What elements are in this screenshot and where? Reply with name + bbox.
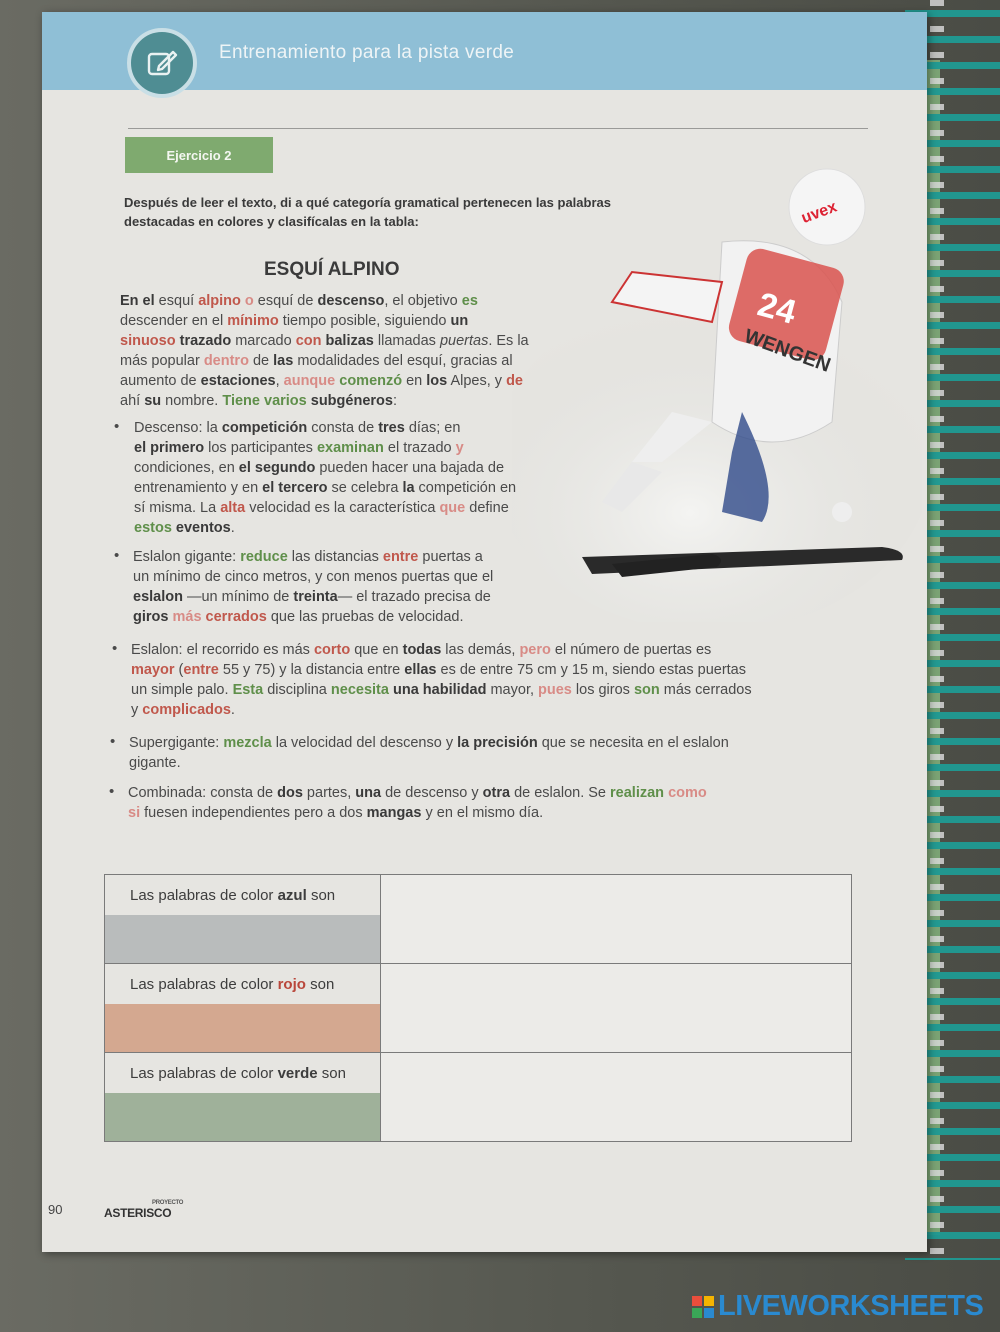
binding-holes <box>930 0 944 1260</box>
helmet-brand: uvex <box>799 198 840 227</box>
bullet-3: • <box>112 640 118 657</box>
divider <box>128 128 868 129</box>
instructions-line-1: Después de leer el texto, di a qué categoría gramatical pertenecen las palabras <box>124 195 611 210</box>
row-label: Las palabras de color rojo son <box>130 976 335 993</box>
bullet-4: • <box>110 733 116 750</box>
paragraph-eslalon: Eslalon: el recorrido es más corto que en todas las demás, pero el número de puertas es mayor (entre 55 y 75) y la distancia entre ellas es de entre 75 cm y 15 m, siendo estas puertas un simple palo. Esta disciplina necesita una habilidad mayor, pues los giros son más cerrados y complicados. <box>131 642 752 718</box>
bullet-5: • <box>109 783 115 800</box>
table-row <box>105 1053 852 1142</box>
row-label: Las palabras de color azul son <box>130 887 336 904</box>
section-banner <box>42 12 927 90</box>
article-title: ESQUÍ ALPINO <box>264 259 400 280</box>
bullet-2: • <box>114 547 120 564</box>
banner-icon-badge <box>127 28 197 98</box>
bib-text: WENGEN <box>741 325 834 377</box>
row-label-cell <box>105 875 381 964</box>
table-row <box>105 964 852 1053</box>
bib-number: 24 <box>753 285 801 332</box>
article-intro: En el esquí alpino o esquí de descenso, el objetivo es descender en el mínimo tiempo posible, siguiendo un sinuoso trazado marcado con balizas llamadas puertas. Es la más popular dentro de las modalidades del esquí, gracias al aumento de estaciones, aunque comenzó en los Alpes, y de ahí su nombre. Tiene varios subgéneros: <box>120 293 529 409</box>
table-row <box>105 875 852 964</box>
row-label: Las palabras de color verde son <box>130 1065 346 1082</box>
answer-field-blue[interactable] <box>381 875 852 964</box>
color-swatch-green <box>105 1093 380 1141</box>
liveworksheets-logo-icon <box>692 1296 714 1318</box>
page-number: 90 <box>48 1202 63 1217</box>
paragraph-descenso: Descenso: la competición consta de tres días; en el primero los participantes examinan el trazado y condiciones, en el segundo pueden hacer una bajada de entrenamiento y en el tercero se celebra la competición en sí misma. La alta velocidad es la característica que define estos eventos. <box>134 420 517 536</box>
publisher-logo: PROYECTO ASTERISCO <box>104 1200 184 1220</box>
color-swatch-red <box>105 1004 380 1052</box>
row-label-cell <box>105 964 381 1053</box>
paragraph-supergigante: Supergigante: mezcla la velocidad del descenso y la precisión que se necesita en el eslalon gigante. <box>129 735 729 771</box>
bullet-1: • <box>114 418 120 435</box>
color-swatch-blue <box>105 915 380 963</box>
banner-title: Entrenamiento para la pista verde <box>219 42 515 63</box>
watermark: LIVEWORKSHEETS <box>718 1290 984 1322</box>
answer-field-red[interactable] <box>381 964 852 1053</box>
exercise-tab: Ejercicio 2 <box>125 137 273 173</box>
skier-photo <box>512 162 922 622</box>
worksheet-page <box>42 12 927 1252</box>
paragraph-eslalon-gigante: Eslalon gigante: reduce las distancias entre puertas a un mínimo de cinco metros, y con menos puertas que el eslalon —un mínimo de treinta— el trazado precisa de giros más cerrados que las pruebas de velocidad. <box>133 549 494 625</box>
paragraph-combinada: Combinada: consta de dos partes, una de descenso y otra de eslalon. Se realizan como si fuesen independientes pero a dos mangas y en el mismo día. <box>128 785 707 821</box>
answer-field-green[interactable] <box>381 1053 852 1142</box>
classification-table <box>104 874 852 1142</box>
pencil-edit-icon <box>145 46 179 80</box>
instructions-line-2: destacadas en colores y clasifícalas en la tabla: <box>124 214 419 229</box>
row-label-cell <box>105 1053 381 1142</box>
